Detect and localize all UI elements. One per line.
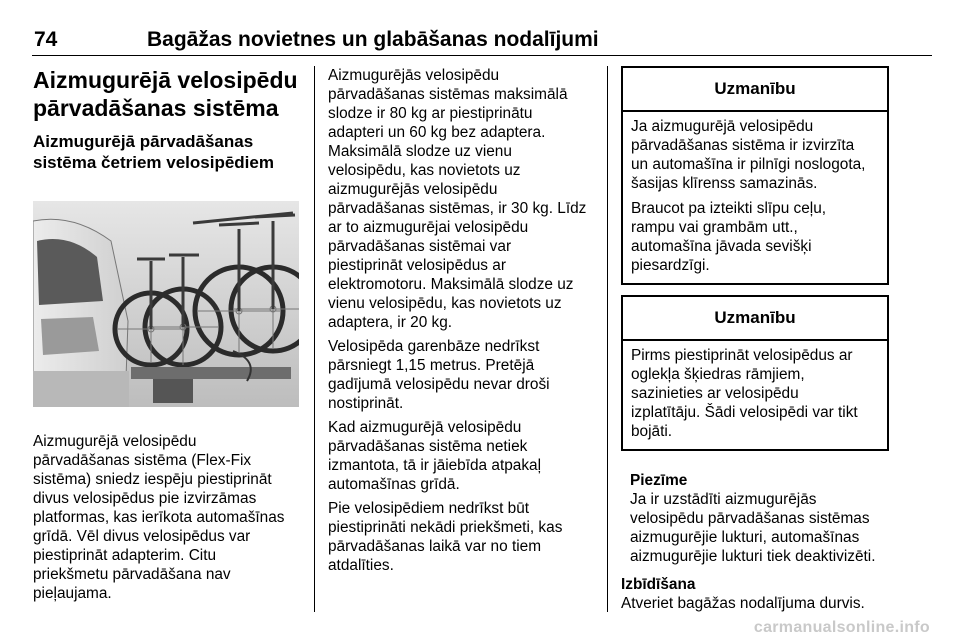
header-rule	[32, 55, 932, 56]
subsection-title: Izbīdīšana	[621, 576, 696, 593]
warning-title: Uzmanību	[623, 68, 887, 112]
note-block	[621, 471, 889, 566]
section-title: Aizmugurējā velosipēdu pārvadāšanas sistēma	[33, 67, 298, 121]
column-divider-2	[607, 66, 608, 612]
watermark: carmanualsonline.info	[753, 619, 930, 636]
paragraph-wheelbase: Velosipēda garenbāze nedrīkst pārsniegt 1,15 metrus. Pretējā gadījumā velosipēdu nevar droši nostiprināt.	[328, 338, 550, 412]
page-header	[32, 28, 932, 58]
caption-line: divus velosipēdus pie izvirzāmas	[33, 490, 257, 507]
subsection-text: Atveriet bagāžas nodalījuma durvis.	[621, 595, 865, 612]
warning-paragraph: Pirms piestiprināt velosipēdus ar oglekļa šķiedras rāmjiem, sazinieties ar velosipēdu izplatītāju. Šādi velosipēdi var tikt bojāti.	[631, 347, 858, 440]
warning-box	[621, 295, 889, 451]
paragraph-retract: Kad aizmugurējā velosipēdu pārvadāšanas sistēma netiek izmantota, tā ir jāiebīda atpakaļ automašīnas grīdā.	[328, 419, 542, 493]
column-3	[621, 66, 889, 613]
caption-line: Aizmugurējā velosipēdu	[33, 433, 197, 450]
column-divider-1	[314, 66, 315, 612]
note-title: Piezīme	[630, 472, 688, 489]
photo-caption	[33, 432, 301, 603]
bike-carrier-photo	[33, 201, 299, 407]
caption-line: piestiprināt adapterim. Citu	[33, 547, 217, 564]
note-line: velosipēdu pārvadāšanas sistēmas	[630, 510, 870, 527]
note-line: Ja ir uzstādīti aizmugurējās	[630, 491, 817, 508]
note-line: aizmugurējie lukturi tiek deaktivizēti.	[630, 548, 876, 565]
chapter-title: Bagāžas novietnes un glabāšanas nodalījumi	[147, 28, 599, 51]
caption-line: pieļaujama.	[33, 585, 112, 602]
section-subtitle: Aizmugurējā pārvadāšanas sistēma četriem velosipēdiem	[33, 132, 274, 172]
caption-line: platformas, kas ierīkota automašīnas	[33, 509, 285, 526]
caption-line: sistēma) sniedz iespēju piestiprināt	[33, 471, 272, 488]
warning-paragraph: Braucot pa izteikti slīpu ceļu, rampu vai grambām utt., automašīna jāvada sevišķi piesardzīgi.	[631, 200, 827, 274]
paragraph-load-limits: Aizmugurējās velosipēdu pārvadāšanas sistēmas maksimālā slodze ir 80 kg ar piestiprinātu adapteri un 60 kg bez adaptera. Maksimālā slodze uz vienu velosipēdu, kas novietots uz aizmugurējās velosipēdu pārvadāšanas sistēmas, ir 30 kg. Līdz ar to aizmugurējai velosipēdu pārvadāšanas sistēmai var piestiprināt velosipēdus ar elektromotoru. Maksimālā slodze uz vienu velosipēdu, kas novietots uz adaptera, ir 20 kg.	[328, 67, 587, 331]
caption-line: pārvadāšanas sistēma (Flex-Fix	[33, 452, 252, 469]
column-2	[328, 66, 596, 575]
column-1	[33, 66, 301, 603]
note-line: aizmugurējie lukturi, automašīnas	[630, 529, 860, 546]
page-number: 74	[34, 28, 58, 51]
caption-line: priekšmetu pārvadāšana nav	[33, 566, 231, 583]
warning-paragraph: Ja aizmugurējā velosipēdu pārvadāšanas sistēma ir izvirzīta un automašīna ir pilnīgi noslogota, šasijas klīrenss samazinās.	[631, 118, 866, 192]
warning-title: Uzmanību	[623, 297, 887, 341]
caption-line: grīdā. Vēl divus velosipēdus var	[33, 528, 251, 545]
paragraph-loose-objects: Pie velosipēdiem nedrīkst būt piestiprināti nekādi priekšmeti, kas pārvadāšanas laikā var no tiem atdalīties.	[328, 500, 563, 574]
warning-box	[621, 66, 889, 285]
